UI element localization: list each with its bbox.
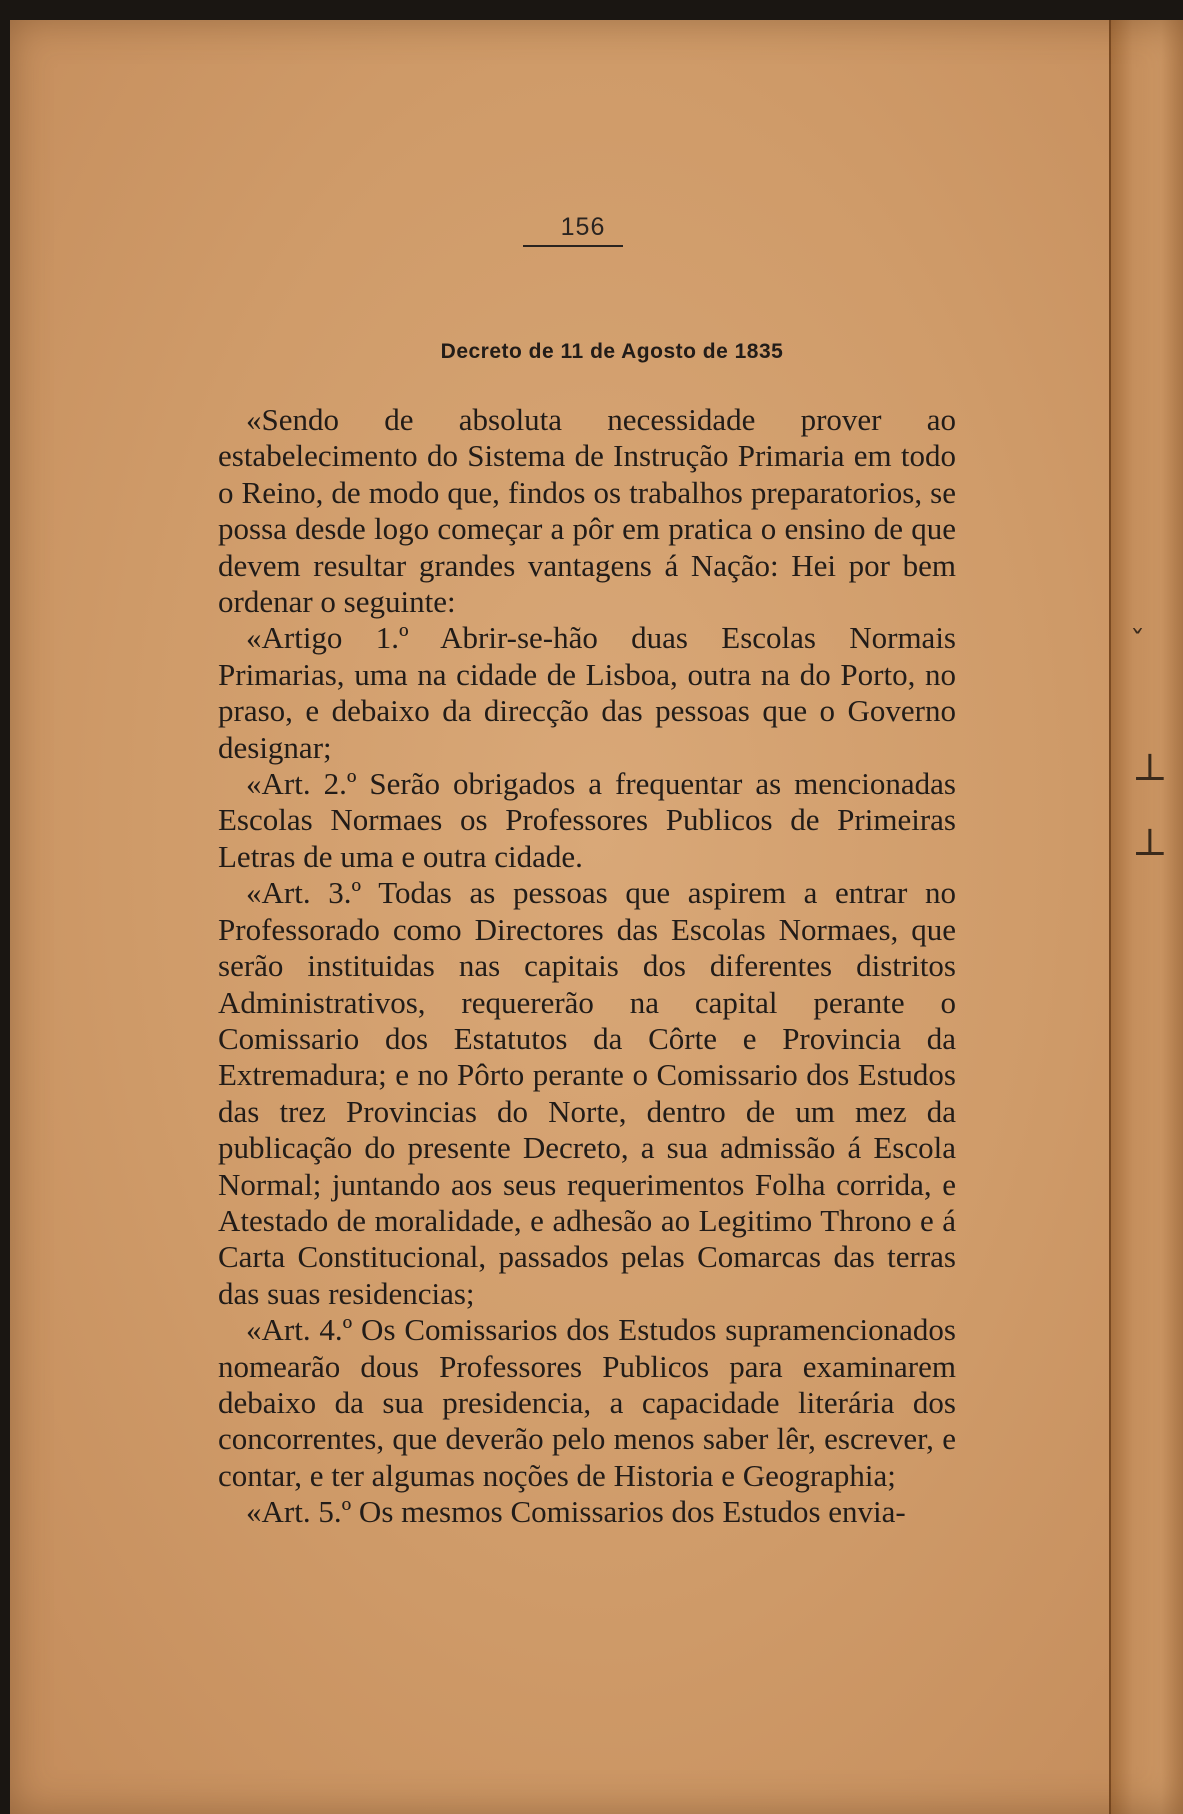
decree-body: [218, 402, 956, 1531]
margin-mark-bottom: ⊥: [1132, 820, 1168, 864]
page-number-underline: [523, 245, 623, 247]
book-page: [10, 20, 1183, 1814]
margin-mark-middle: ⊥: [1132, 745, 1168, 789]
page-number: 156: [560, 213, 606, 241]
paragraph-article-2: «Art. 2.º Serão obrigados a frequentar as mencionadas Escolas Normaes os Professores Publicos de Primeiras Letras de uma e outra cidade.: [218, 766, 956, 874]
paragraph-article-1: «Artigo 1.º Abrir-se-hão duas Escolas Normais Primarias, uma na cidade de Lisboa, outra na do Porto, no praso, e debaixo da direcção das pessoas que o Governo designar;: [218, 620, 956, 765]
paragraph-article-3: «Art. 3.º Todas as pessoas que aspirem a entrar no Professorado como Directores das Escolas Normaes, que serão instituidas nas capitais dos diferentes distritos Administrativos, requererão na capital perante o Comissario dos Estatutos da Côrte e Provincia da Extremadura; e no Pôrto perante o Comissario dos Estudos das trez Provincias do Norte, dentro de um mez da publicação do presente Decreto, a sua admissão á Escola Normal; juntando aos seus requerimentos Folha corrida, e Atestado de moralidade, e adhesão ao Legitimo Throno e á Carta Constitucional, passados pelas Comarcas das terras das suas residencias;: [218, 875, 956, 1311]
page-binding-edge: [1109, 20, 1183, 1814]
paragraph-preamble: «Sendo de absoluta necessidade prover ao estabelecimento do Sistema de Instrução Primaria em todo o Reino, de modo que, findos os trabalhos preparatorios, se possa desde logo começar a pôr em pratica o ensino de que devem resultar grandes vantagens á Nação: Hei por bem ordenar o seguinte:: [218, 402, 956, 620]
paragraph-article-4: «Art. 4.º Os Comissarios dos Estudos supramencionados nomearão dous Professores Publicos para examinarem debaixo da sua presidencia, a capacidade literária dos concorrentes, que deverão pelo menos saber lêr, escrever, e contar, e ter algumas noções de Historia e Geographia;: [218, 1312, 956, 1493]
decree-heading: Decreto de 11 de Agosto de 1835: [440, 340, 784, 363]
paragraph-article-5: «Art. 5.º Os mesmos Comissarios dos Estudos envia-: [246, 1494, 906, 1530]
margin-mark-top: ˇ: [1130, 625, 1145, 660]
